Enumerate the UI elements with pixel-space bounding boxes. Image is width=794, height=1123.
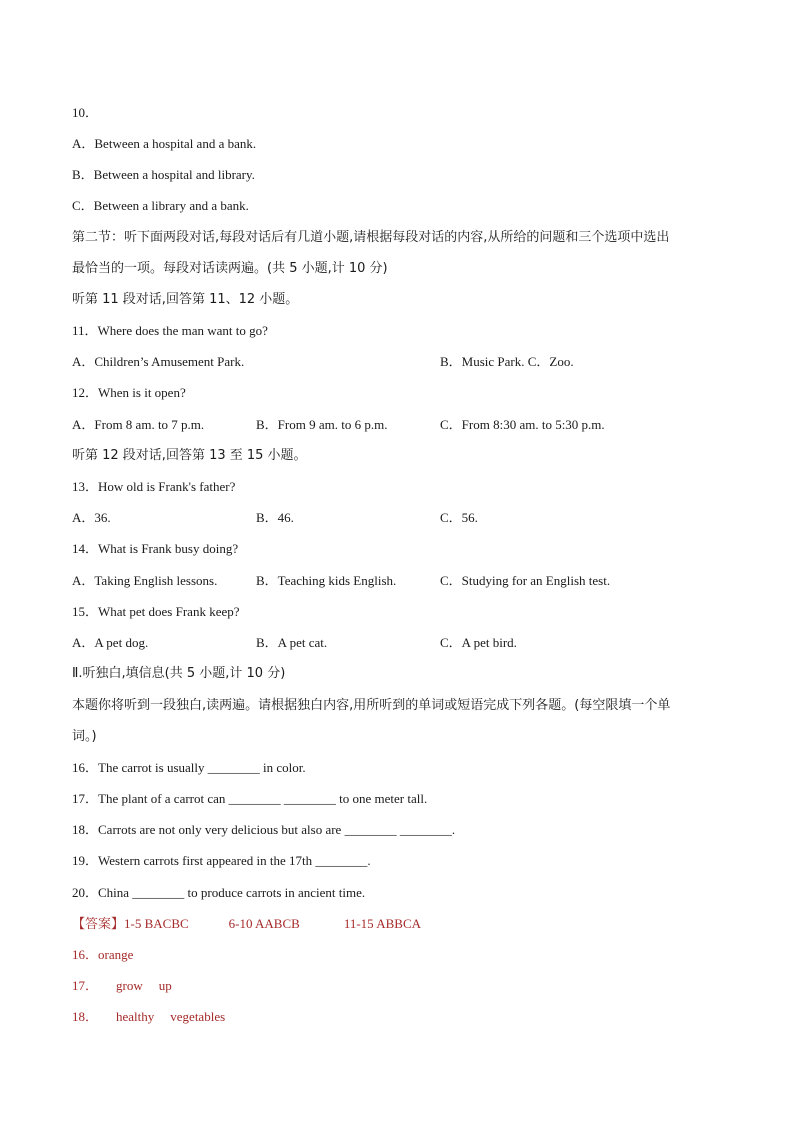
q12-option-b: B．From 9 am. to 6 p.m. [256,417,388,432]
q10-option-b: B．Between a hospital and library. [72,167,255,182]
fill-question-20: 20．China ________ to produce carrots in ancient time. [72,885,366,900]
answer-18-word-1: healthy [116,1009,155,1024]
dialog-11-heading: 听第 11 段对话,回答第 11、12 小题。 [72,292,299,307]
answer-group-11-15: 11-15 ABBCA [343,916,421,931]
q13-option-c: C．56. [440,510,478,525]
q15-question: 15．What pet does Frank keep? [72,604,240,619]
answer-18-number: 18． [72,1009,99,1024]
q13-option-a: A．36. [72,510,111,525]
q11-question: 11．Where does the man want to go? [72,323,268,338]
q12-option-c: C．From 8:30 am. to 5:30 p.m. [440,417,605,432]
answer-18-word-2: vegetables [170,1009,226,1024]
q14-option-a: A．Taking English lessons. [72,573,218,588]
fill-question-18: 18．Carrots are not only very delicious but also are ________ ________. [72,822,456,837]
q15-option-c: C．A pet bird. [440,635,517,650]
answer-key-line [72,915,421,934]
q11-option-a: A．Children’s Amusement Park. [72,354,245,369]
q14-question: 14．What is Frank busy doing? [72,541,239,556]
q10-number: 10． [72,105,99,120]
q14-option-c: C．Studying for an English test. [440,573,611,588]
fill-question-19: 19．Western carrots first appeared in the 17th ________. [72,853,371,868]
fill-question-16: 16．The carrot is usually ________ in color. [72,760,306,775]
answer-17-word-1: grow [116,978,143,993]
answer-label: 【答案】 [72,917,125,932]
q12-option-a: A．From 8 am. to 7 p.m. [72,417,205,432]
q15-option-b: B．A pet cat. [256,635,328,650]
fill-question-17: 17．The plant of a carrot can ________ ________ to one meter tall. [72,791,428,806]
section-2-instruction-line-2: 最恰当的一项。每段对话读两遍。(共 5 小题,计 10 分) [72,261,388,276]
section-2-instruction-line-1: 第二节：听下面两段对话,每段对话后有几道小题,请根据每段对话的内容,从所给的问题和三个选项中选出 [72,230,670,245]
part-2-title: Ⅱ.听独白,填信息(共 5 小题,计 10 分) [72,666,286,681]
q12-question: 12．When is it open? [72,385,186,400]
answer-16: 16．orange [72,947,134,962]
q10-option-a: A．Between a hospital and a bank. [72,136,257,151]
q11-option-bc: B．Music Park. C．Zoo. [440,354,574,369]
answer-17-word-2: up [158,978,172,993]
q13-option-b: B．46. [256,510,294,525]
answer-17-number: 17． [72,978,99,993]
part-2-instruction-line-1: 本题你将听到一段独白,读两遍。请根据独白内容,用所听到的单词或短语完成下列各题。(每空限填一个单 [72,698,671,713]
q14-option-b: B．Teaching kids English. [256,573,397,588]
answer-group-1-5: 1-5 BACBC [124,916,189,931]
part-2-instruction-line-2: 词。) [72,729,97,744]
answer-group-6-10: 6-10 AABCB [228,916,300,931]
q15-option-a: A．A pet dog. [72,635,149,650]
q13-question: 13．How old is Frank's father? [72,479,236,494]
answer-17 [72,977,172,995]
dialog-12-heading: 听第 12 段对话,回答第 13 至 15 小题。 [72,448,307,463]
q10-option-c: C．Between a library and a bank. [72,198,249,213]
answer-18 [72,1008,225,1026]
